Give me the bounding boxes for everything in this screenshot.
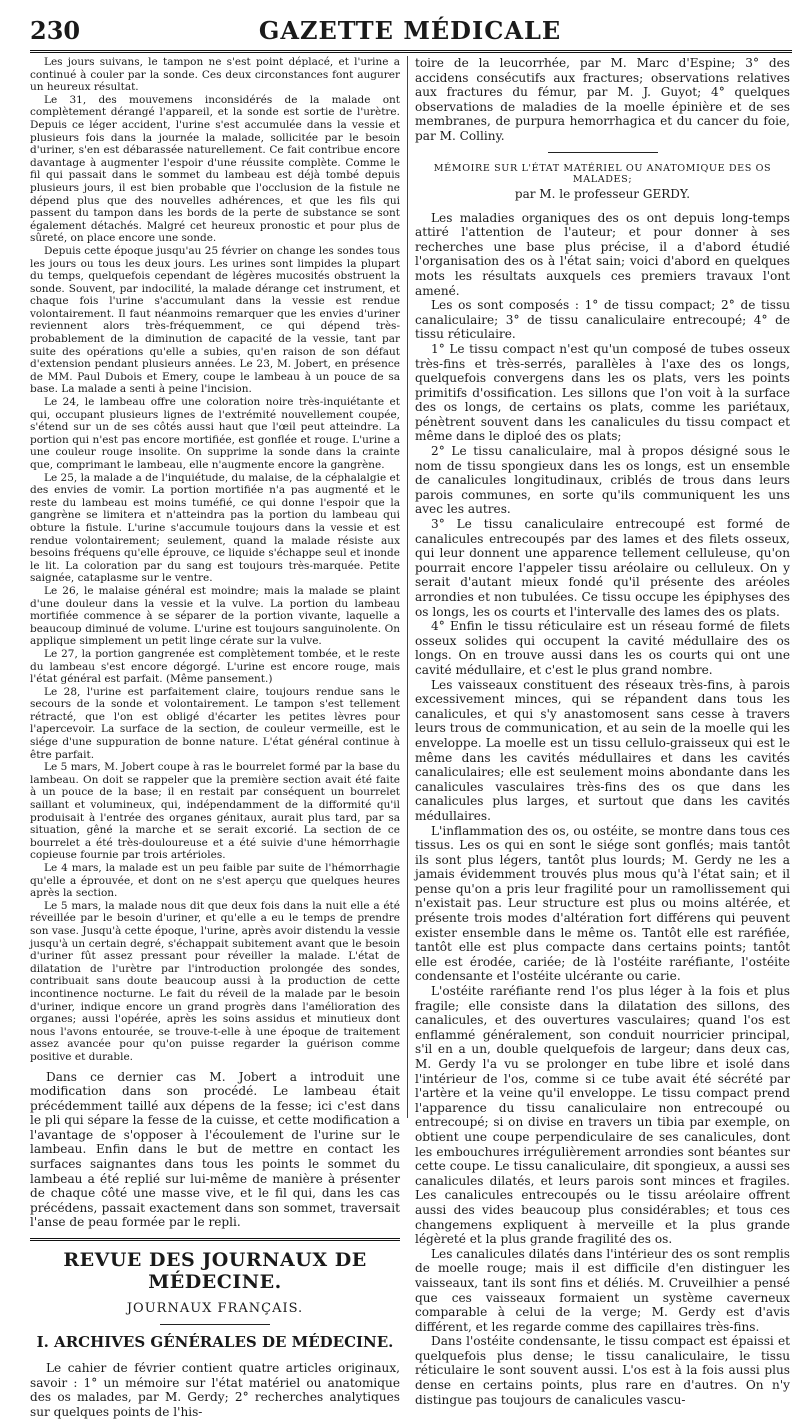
paragraph: L'ostéite raréfiante rend l'os plus léger à la fois et plus fragile; elle consiste dans la dilatation des sillons, des canalicules, et des ouvertures vasculaires; quand l'os est enflammé généralement, son conduit nourricier principal, s'il en a un, double quelquefois de largeur; dans deux cas, M. Gerdy l'a vu se prolonger en tube libre et isolé dans l'intérieur de l'os, comme si ce tube avait été sécrété par l'artère et la veine qu'il enveloppe. Le tissu compact prend l'apparence du tissu canaliculaire non entrecoupé ou entrecoupé; si on divise en travers un tibia par exemple, on obtient une coupe perpendiculaire de ses canalicules, dont les embouchures irrégulièrement arrondies sont béantes sur cette coupe. Le tissu canaliculaire, dit spongieux, a aussi ses canalicules dilatés, et leurs parois sont minces et fragiles. Les canalicules entrecoupés ou le tissu aréolaire offrent aussi des vides beaucoup plus considérables; et tous ces changemens expliquent à merveille et la plus grande légèreté et la plus grande fragilité des os. (415, 984, 790, 1247)
archives-continuation (415, 56, 790, 144)
paragraph: Le 25, la malade a de l'inquiétude, du malaise, de la céphalalgie et des envies de vomir. La portion mortifiée n'a pas augmenté et le reste du lambeau est moins tuméfié, ce qui donne l'espoir que la gangrène se limitera et n'atteindra pas la portion du lambeau qui obture la fistule. L'urine s'accumule toujours dans la vessie et est rendue volontairement; seulement, quand la malade résiste aux besoins fréquens qu'elle éprouve, ce liquide s'échappe seul et inonde le lit. La coloration par du sang est toujours très-marquée. Petite saignée, cataplasme sur le ventre. (30, 471, 400, 585)
archives-intro (30, 1361, 400, 1419)
memoir-author: par M. le professeur GERDY. (514, 186, 691, 201)
paragraph: toire de la leucorrhée, par M. Marc d'Espine; 3° des accidens consécutifs aux fractures; observations relatives aux fractures du fémur, par M. J. Guyot; 4° quelques observations de maladies de la moelle épinière et de ses membranes, de purpura hemorrhagica et du cancer du foie, par M. Colliny. (415, 56, 790, 143)
page-header (30, 10, 790, 50)
section-subtitle: JOURNAUX FRANÇAIS. (126, 1301, 304, 1317)
paragraph: 1° Le tissu compact n'est qu'un composé de tubes osseux très-fins et très-serrés, parallèles à l'axe des os longs, quelquefois convergens dans les os plats, vers les points primitifs d'ossification. Les sillons que l'on voit à la surface des os longs, de certains os plats, comme les pariétaux, pénètrent souvent dans les canalicules du tissu compact et même dans le diploé des os plats; (415, 341, 790, 444)
paragraph: Dans ce dernier cas M. Jobert a introduit une modification dans son procédé. Le lambeau était précédemment taillé aux dépens de la fesse; ici c'est dans le pli qui sépare la fesse de la cuisse, et cette modification a l'avantage de s'opposer à l'écoulement de l'urine sur le lambeau. Enfin dans le but de mettre en contact les surfaces saignantes dans tous les points le sommet du lambeau a été replié sur lui-même de manière à présenter de chaque côté une masse vive, et le fil qui, dans les cas précédens, passait exactement dans son sommet, traversait l'anse de peau formée par le repli. (30, 1069, 400, 1230)
archives-title: I. ARCHIVES GÉNÉRALES DE MÉDECINE. (36, 1333, 394, 1352)
case-report-continuation (30, 56, 400, 1064)
paragraph: Le 4 mars, la malade est un peu faible par suite de l'hémorrhagie qu'elle a éprouvée, et dont on ne s'est aperçu que quelques heures après la section. (30, 862, 400, 900)
section-rule (30, 1238, 400, 1241)
paragraph: Le 24, le lambeau offre une coloration noire très-inquiétante et qui, occupant plusieurs lignes de l'extrémité nouvellement coupée, s'étend sur un de ses côtés aussi haut que l'œil peut atteindre. La portion qui n'est pas encore mortifiée, est gonflée et rouge. L'urine a une couleur rouge insolite. On supprime la sonde dans la crainte que, comprimant le lambeau, elle n'augmente encore la gangrène. (30, 396, 400, 471)
paragraph: Les maladies organiques des os ont depuis long-temps attiré l'attention de l'auteur; et pour donner à ses recherches une base plus précise, il a d'abord étudié l'organisation des os à l'état sain; voici d'abord en quelques mots les résultats auxquels ces premiers travaux l'ont amené. (415, 210, 790, 298)
paragraph: Les os sont composés : 1° de tissu compact; 2° de tissu canaliculaire; 3° de tissu canaliculaire entrecoupé; 4° de tissu réticulaire. (415, 298, 790, 342)
journal-title: GAZETTE MÉDICALE (258, 16, 562, 45)
paragraph: L'inflammation des os, ou ostéite, se montre dans tous ces tissus. Les os qui en sont le siége sont gonflés; mais tantôt ils sont plus légers, tantôt plus lourds; M. Gerdy ne les a jamais évidemment trouvés plus mous qu'à l'état sain; et il pense qu'on a pris leur fragilité pour un ramollissement qui n'existait pas. Leur structure est plus ou moins altérée, et présente trois modes d'altération fort différens qui peuvent exister ensemble dans le même os. Tantôt elle est raréfiée, tantôt elle est plus compacte dans certains points; tantôt elle est érodée, cariée; de là l'ostéite raréfiante, l'ostéite condensante et l'ostéite ulcérante ou carie. (415, 823, 790, 984)
paragraph: Le 27, la portion gangrenée est complètement tombée, et le reste du lambeau s'est encore dégorgé. L'urine est encore rouge, mais l'état général est parfait. (Même pansement.) (30, 647, 400, 686)
header-rule (30, 50, 792, 53)
paragraph: 4° Enfin le tissu réticulaire est un réseau formé de filets osseux solides qui occupent la cavité médullaire des os longs. On en trouve aussi dans les os courts qui ont une cavité médullaire, et c'est le plus grand nombre. (415, 619, 790, 677)
paragraph: Le 28, l'urine est parfaitement claire, toujours rendue sans le secours de la sonde et volontairement. Le tampon s'est tellement rétracté, que l'on est obligé d'écarter les petites lèvres pour l'apercevoir. La surface de la section, de couleur vermeille, est le siége d'une suppuration de bonne nature. L'état général continue à être parfait. (30, 685, 400, 761)
short-rule (548, 152, 658, 153)
paragraph: Les jours suivans, le tampon ne s'est point déplacé, et l'urine a continué à couler par la sonde. Ces deux circonstances font augurer un heureux résultat. (30, 56, 400, 94)
paragraph: 2° Le tissu canaliculaire, mal à propos désigné sous le nom de tissu spongieux dans les os longs, est un ensemble de canalicules longitudinaux, criblés de trous dans leurs parois communes, en sorte qu'ils communiquent les uns avec les autres. (415, 444, 790, 517)
left-column (30, 56, 400, 1419)
paragraph: Dans l'ostéite condensante, le tissu compact est épaissi et quelquefois plus dense; le tissu canaliculaire, le tissu réticulaire le sont souvent aussi. L'os est à la fois aussi plus dense en certains points, plus rare en d'autres. On n'y distingue pas toujours de canalicules vascu- (415, 1334, 790, 1407)
paragraph: Les vaisseaux constituent des réseaux très-fins, à parois excessivement minces, qui se répandent dans tous les canalicules, et qui s'y anastomosent sans cesse à travers leurs trous de communication, et au sein de la moelle qui les enveloppe. La moelle est un tissu cellulo-graisseux qui est le même dans les cavités médullaires et dans les cavités canaliculaires; elle est seulement moins abondante dans les canalicules vasculaires très-fins des os que dans les canalicules plus larges, et surtout que dans les cavités médullaires. (415, 677, 790, 823)
paragraph: Depuis cette époque jusqu'au 25 février on change les sondes tous les jours ou tous les deux jours. Les urines sont limpides la plupart du temps, quelquefois cependant de légères mucosités obstruent la sonde. Souvent, par indocilité, la malade dérange cet instrument, et chaque fois l'urine s'accumulant dans la vessie est rendue volontairement. Il faut néanmoins remarquer que les envies d'uriner reviennent alors très-fréquemment, ce qui dépend très-probablement de la diminution de capacité de la vessie, tant par suite des opérations qu'elle a subies, qu'en raison de son défaut d'extension pendant plusieurs années. Le 23, M. Jobert, en présence de MM. Paul Dubois et Emery, coupe le lambeau à un pouce de sa base. La malade a senti à peine l'incision. (30, 244, 400, 396)
right-column (415, 56, 790, 1407)
page-number: 230 (30, 16, 81, 45)
paragraph: Le cahier de février contient quatre articles originaux, savoir : 1° un mémoire sur l'état matériel ou anatomique des os malades, par M. Gerdy; 2° recherches analytiques sur quelques points de l'his- (30, 1361, 400, 1419)
column-divider (407, 56, 408, 1118)
memoir-heading: MÉMOIRE SUR L'ÉTAT MATÉRIEL OU ANATOMIQUE DES OS MALADES; (433, 162, 772, 185)
paragraph: Le 5 mars, M. Jobert coupe à ras le bourrelet formé par la base du lambeau. On doit se rappeler que la première section avait été faite à un pouce de la base; il en restait par conséquent un bourrelet saillant et volumineux, qui, indépendamment de la difformité qu'il produisait à l'entrée des organes génitaux, aurait plus tard, par sa situation, gêné la marche et se serait excorié. La section de ce bourrelet a été très-douloureuse et a été suivie d'une hémorrhagie copieuse fournie par trois artérioles. (30, 761, 400, 862)
section-title: REVUE DES JOURNAUX DE MÉDECINE. (63, 1249, 367, 1294)
paragraph: Les canalicules dilatés dans l'intérieur des os sont remplis de moelle rouge; mais il est difficile d'en distinguer les vaisseaux, tant ils sont fins et déliés. M. Cruveilhier a pensé que ces vaisseaux formaient un système caverneux comparable à celui de la verge; M. Gerdy est d'avis différent, et les regarde comme des capillaires très-fins. (415, 1246, 790, 1334)
memoir-body (415, 211, 790, 1408)
paragraph: Le 5 mars, la malade nous dit que deux fois dans la nuit elle a été réveillée par le besoin d'uriner, et qu'elle a eu le temps de prendre son vase. Jusqu'à cette époque, l'urine, après avoir distendu la vessie jusqu'à un certain degré, s'échappait subitement avant que le besoin d'uriner fût assez pressant pour réveiller la malade. L'état de dilatation de l'urètre par l'introduction prolongée des sondes, contribuait sans doute beaucoup aussi à la production de cette incontinence nocturne. Le fait du réveil de la malade par le besoin d'uriner, indique encore un grand progrès dans l'amélioration des organes; aussi l'opérée, après les soins assidus et minutieux dont nous l'avons entourée, se trouve-t-elle à une époque de traitement assez avancée pour qu'on puisse regarder la guérison comme positive et durable. (30, 899, 400, 1063)
procedure-summary (30, 1070, 400, 1231)
paragraph: Le 31, des mouvemens inconsidérés de la malade ont complètement dérangé l'appareil, et la sonde est sortie de l'urètre. Depuis ce léger accident, l'urine s'est accumulée dans la vessie et plusieurs fois dans la journée la malade, sollicitée par le besoin d'uriner, s'en est débarassée naturellement. Ce fait contribue encore davantage à augmenter l'espoir d'une réussite complète. Comme le fil qui passait dans le sommet du lambeau est déjà tombé depuis plusieurs jours, il est bien probable que l'occlusion de la fistule ne dépend plus que des nouvelles adhérences, et que les fils qui passent du tampon dans les bords de la perte de substance se sont également détachés. Malgré cet heureux pronostic et pour plus de sûreté, on place encore une sonde. (30, 93, 400, 245)
paragraph: 3° Le tissu canaliculaire entrecoupé est formé de canalicules entrecoupés par des lames et des filets osseux, qui leur donnent une apparence tellement celluleuse, qu'on pourrait encore l'appeler tissu aréolaire ou celluleux. On y serait d'autant mieux fondé qu'il présente des aréoles arrondies et non tubulées. Ce tissu occupe les épiphyses des os longs, les os courts et l'intervalle des lames des os plats. (415, 517, 790, 619)
short-rule (160, 1324, 270, 1325)
paragraph: Le 26, le malaise général est moindre; mais la malade se plaint d'une douleur dans la vessie et la vulve. La portion du lambeau mortifiée commence à se séparer de la portion vivante, laquelle a beaucoup diminué de volume. L'urine est toujours sanguinolente. On applique simplement un petit linge cérate sur la vulve. (30, 584, 400, 648)
